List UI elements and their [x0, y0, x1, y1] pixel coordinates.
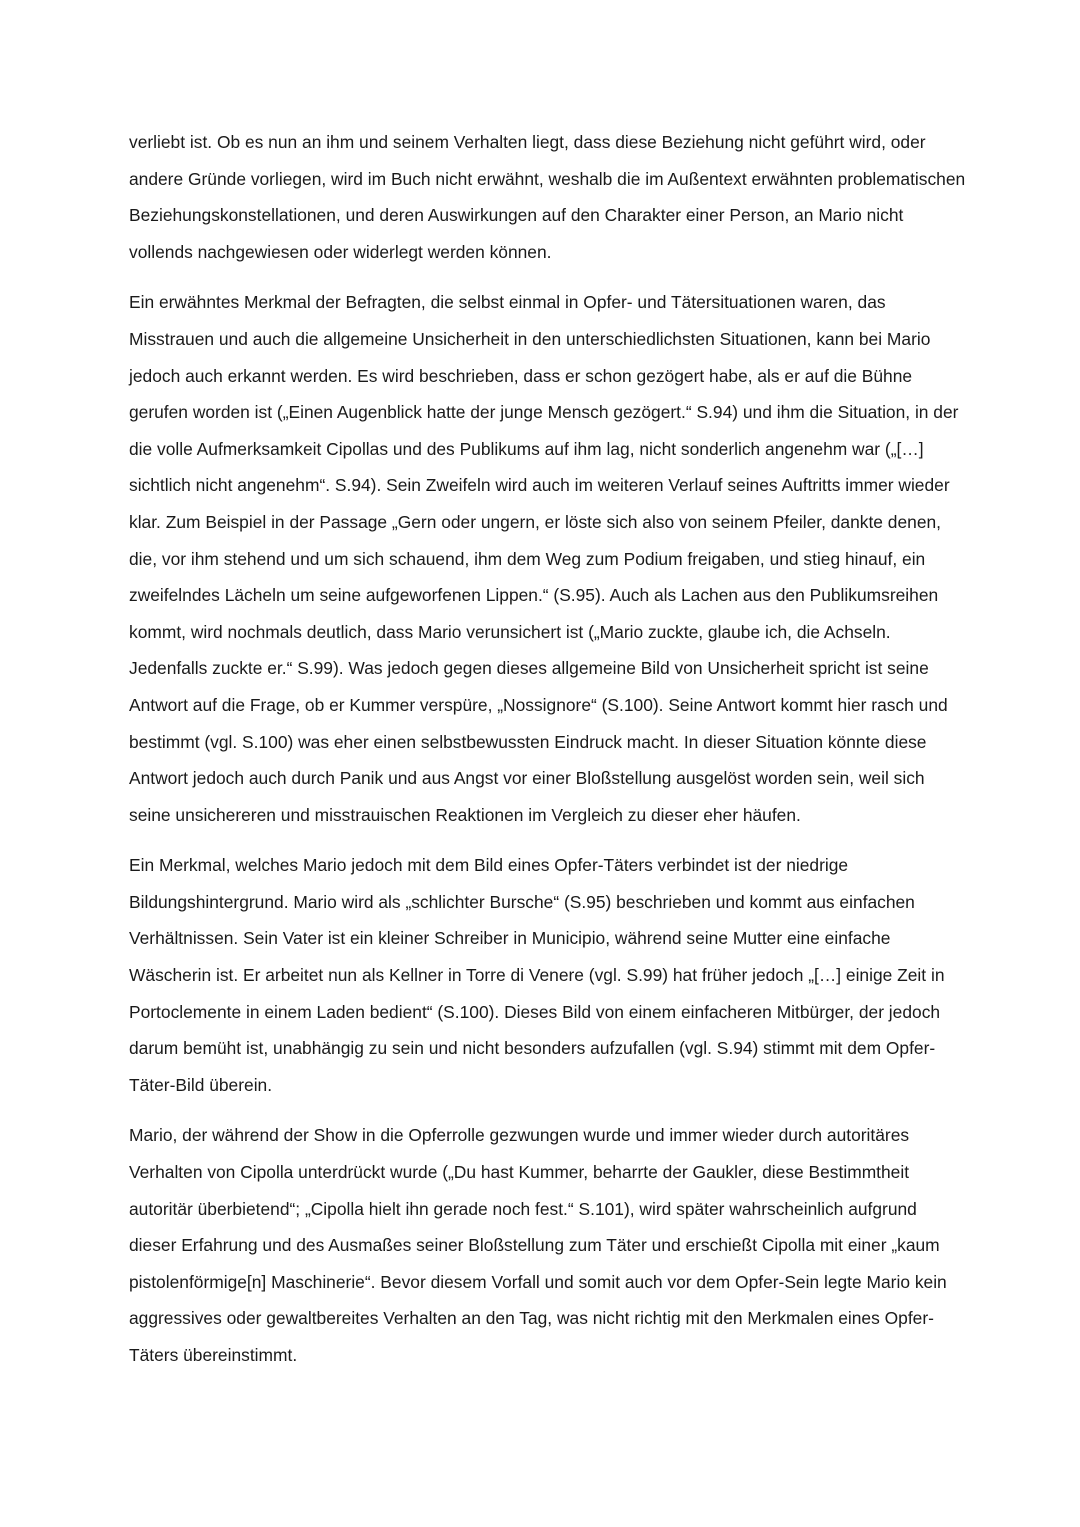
paragraph-2: Ein erwähntes Merkmal der Befragten, die selbst einmal in Opfer- und Tätersituationen waren, das Misstrauen und auch die allgemeine Unsicherheit in den unterschiedlichsten Situationen, kann bei Mario jedoch auch erkannt werden. Es wird beschrieben, dass er schon gezögert habe, als er auf die Bühne gerufen worden ist („Einen Augenblick hatte der junge Mensch gezögert.“ S.94) und ihm die Situation, in der die volle Aufmerksamkeit Cipollas und des Publikums auf ihm lag, nicht sonderlich angenehm war („[…] sichtlich nicht angenehm“. S.94). Sein Zweifeln wird auch im weiteren Verlauf seines Auftritts immer wieder klar. Zum Beispiel in der Passage „Gern oder ungern, er löste sich also von seinem Pfeiler, dankte denen, die, vor ihm stehend und um sich schauend, ihm dem Weg zum Podium freigaben, und stieg hinauf, ein zweifelndes Lächeln um seine aufgeworfenen Lippen.“ (S.95). Auch als Lachen aus den Publikumsreihen kommt, wird nochmals deutlich, dass Mario verunsichert ist („Mario zuckte, glaube ich, die Achseln. Jedenfalls zuckte er.“ S.99). Was jedoch gegen dieses allgemeine Bild von Unsicherheit spricht ist seine Antwort auf die Frage, ob er Kummer verspüre, „Nossignore“ (S.100). Seine Antwort kommt hier rasch und bestimmt (vgl. S.100) was eher einen selbstbewussten Eindruck macht. In dieser Situation könnte diese Antwort jedoch auch durch Panik und aus Angst vor einer Bloßstellung ausgelöst worden sein, weil sich seine unsichereren und misstrauischen Reaktionen im Vergleich zu dieser eher häufen.	[129, 292, 959, 825]
paragraph-4: Mario, der während der Show in die Opferrolle gezwungen wurde und immer wieder durch autoritäres Verhalten von Cipolla unterdrückt wurde („Du hast Kummer, beharrte der Gaukler, diese Bestimmtheit autoritär überbietend“; „Cipolla hielt ihn gerade noch fest.“ S.101), wird später wahrscheinlich aufgrund dieser Erfahrung und des Ausmaßes seiner Bloßstellung zum Täter und erschießt Cipolla mit einer „kaum pistolenförmige[n] Maschinerie“. Bevor diesem Vorfall und somit auch vor dem Opfer-Sein legte Mario kein aggressives oder gewaltbereites Verhalten an den Tag, was nicht richtig mit den Merkmalen eines Opfer-Täters übereinstimmt.	[129, 1125, 947, 1365]
paragraph-3: Ein Merkmal, welches Mario jedoch mit dem Bild eines Opfer-Täters verbindet ist der niedrige Bildungshintergrund. Mario wird als „schlichter Bursche“ (S.95) beschrieben und kommt aus einfachen Verhältnissen. Sein Vater ist ein kleiner Schreiber in Municipio, während seine Mutter eine einfache Wäscherin ist. Er arbeitet nun als Kellner in Torre di Venere (vgl. S.99) hat früher jedoch „[…] einige Zeit in Portoclemente in einem Laden bedient“ (S.100). Dieses Bild von einem einfacheren Mitbürger, der jedoch darum bemüht ist, unabhängig zu sein und nicht besonders aufzufallen (vgl. S.94) stimmt mit dem Opfer-Täter-Bild überein.	[129, 855, 945, 1095]
document-page	[129, 124, 969, 1374]
paragraph-1: verliebt ist. Ob es nun an ihm und seinem Verhalten liegt, dass diese Beziehung nicht geführt wird, oder andere Gründe vorliegen, wird im Buch nicht erwähnt, weshalb die im Außentext erwähnten problematischen Beziehungskonstellationen, und deren Auswirkungen auf den Charakter einer Person, an Mario nicht vollends nachgewiesen oder widerlegt werden können.	[129, 132, 966, 262]
